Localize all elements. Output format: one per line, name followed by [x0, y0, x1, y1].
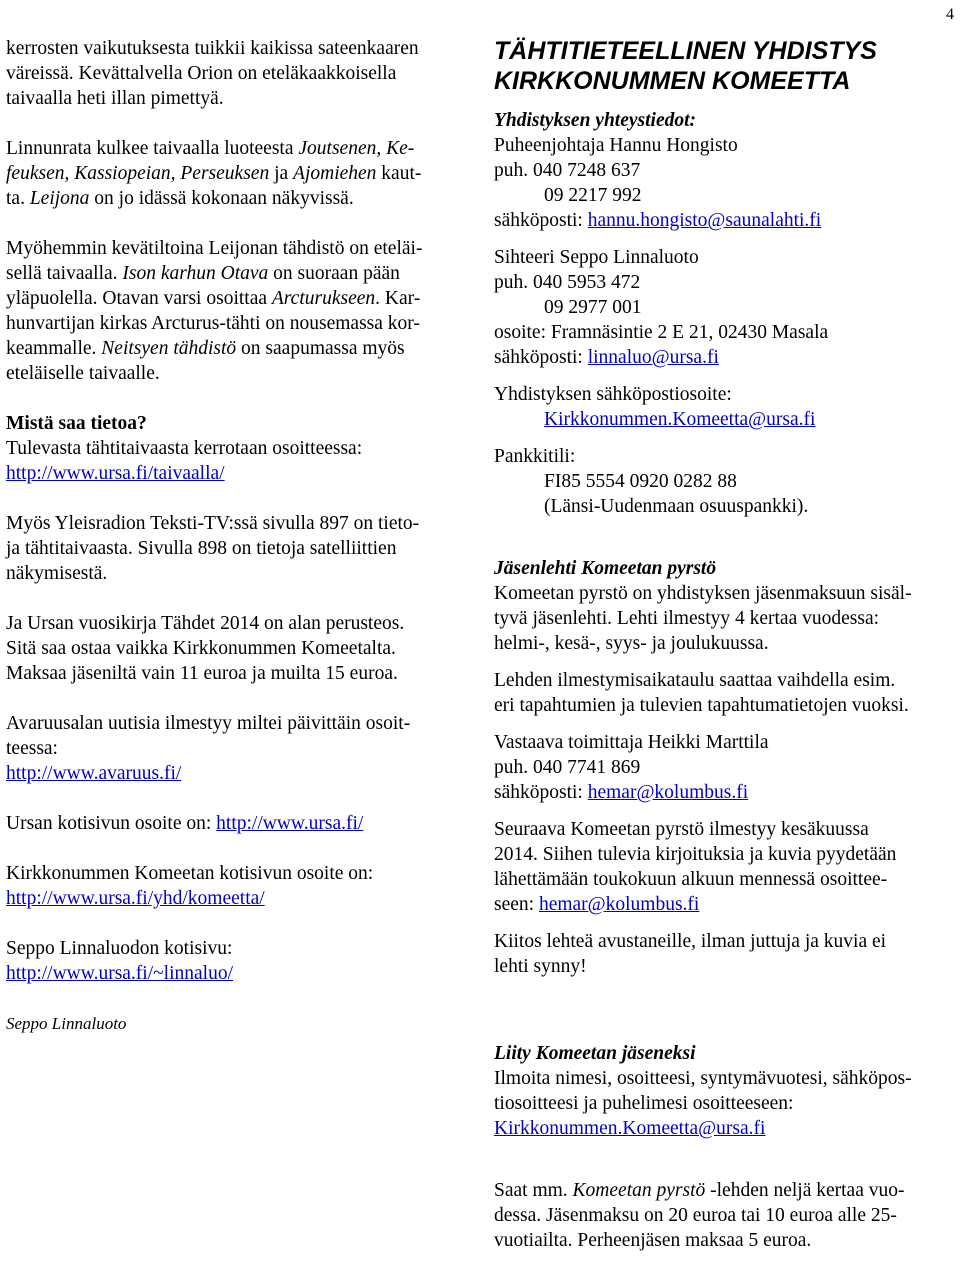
paragraph-orion: [6, 36, 476, 111]
text-line: Kirkkonummen Komeetan kotisivun osoite on:: [6, 863, 374, 884]
association-title-line1: TÄHTITIETEELLINEN YHDISTYS: [494, 37, 877, 65]
paragraph-yearbook: [6, 611, 476, 686]
text-line: tiosoitteesi ja puhelimesi osoitteeseen:: [494, 1093, 794, 1114]
link-avaruus[interactable]: http://www.avaruus.fi/: [6, 763, 182, 784]
link-ursa-home[interactable]: http://www.ursa.fi/: [216, 813, 364, 834]
chair-email-line: sähköposti: hannu.hongisto@saunalahti.fi: [494, 210, 822, 231]
text-line: [6, 461, 476, 486]
text-line: Myöhemmin kevätiltoina Leijonan tähdistö on eteläi-: [6, 238, 423, 259]
text-line: eri tapahtumien ja tulevien tapahtumatietojen vuoksi.: [494, 695, 909, 716]
bank-label: Pankkitili:: [494, 446, 576, 467]
text-line: Ilmoita nimesi, osoitteesi, syntymävuotesi, sähköpos-: [494, 1068, 912, 1089]
link-komeetta-home[interactable]: http://www.ursa.fi/yhd/komeetta/: [6, 888, 265, 909]
section-where-info: [6, 411, 476, 486]
text-line: Maksaa jäseniltä vain 11 euroa ja muilta 15 euroa.: [6, 663, 398, 684]
text-line: [6, 961, 476, 986]
paragraph-ursa-home: Ursan kotisivun osoite on: http://www.ursa.fi/: [6, 813, 364, 834]
chair-phone: puh. 040 7248 637: [494, 160, 641, 181]
submission-email-link[interactable]: hemar@kolumbus.fi: [538, 894, 700, 915]
join-heading: Liity Komeetan jäseneksi: [494, 1043, 696, 1064]
text-line: ta. Leijona on jo idässä kokonaan näkyvissä.: [6, 188, 354, 209]
text-line: lehti synny!: [494, 956, 587, 977]
text-line: Ja Ursan vuosikirja Tähdet 2014 on alan perusteos.: [6, 613, 405, 634]
text-line: Tulevasta tähtitaivaasta kerrotaan osoitteessa:: [6, 438, 363, 459]
editor-email-link[interactable]: hemar@kolumbus.fi: [587, 782, 749, 803]
text-line: [6, 761, 476, 786]
text-line: vuotiailta. Perheenjäsen maksaa 5 euroa.: [494, 1230, 812, 1251]
text-line: Kiitos lehteä avustaneille, ilman juttuja ja kuvia ei: [494, 931, 887, 952]
text-line: näkymisestä.: [6, 563, 108, 584]
link-ursa-taivaalla[interactable]: http://www.ursa.fi/taivaalla/: [6, 463, 225, 484]
text-line: teessa:: [6, 738, 58, 759]
page-number: 4: [946, 6, 954, 23]
text-line: Sitä saa ostaa vaikka Kirkkonummen Komeetalta.: [6, 638, 396, 659]
secretary-address: osoite: Framnäsintie 2 E 21, 02430 Masala: [494, 322, 829, 343]
magazine-heading: Jäsenlehti Komeetan pyrstö: [494, 558, 717, 579]
association-email-label: Yhdistyksen sähköpostiosoite:: [494, 384, 732, 405]
text-line: feuksen, Kassiopeian, Perseuksen ja Ajomiehen kaut-: [6, 163, 422, 184]
section-heading: Mistä saa tietoa?: [6, 413, 147, 434]
text-line: eteläiselle taivaalle.: [6, 363, 160, 384]
right-column: [494, 36, 954, 1253]
text-line: ja tähtitaivaasta. Sivulla 898 on tietoja satelliittien: [6, 538, 397, 559]
chair-email-link[interactable]: hannu.hongisto@saunalahti.fi: [587, 210, 822, 231]
text-line: Seppo Linnaluodon kotisivu:: [6, 938, 233, 959]
chair-name: Puheenjohtaja Hannu Hongisto: [494, 135, 738, 156]
text-line: Komeetan pyrstö on yhdistyksen jäsenmaksuun sisäl-: [494, 583, 912, 604]
text-line: tyvä jäsenlehti. Lehti ilmestyy 4 kertaa vuodessa:: [494, 608, 880, 629]
text-line: keammalle. Neitsyen tähdistö on saapumassa myös: [6, 338, 405, 359]
author-signature: Seppo Linnaluoto: [6, 1014, 127, 1033]
text-line: hunvartijan kirkas Arcturus-tähti on nousemassa kor-: [6, 313, 420, 334]
text-line: Saat mm. Komeetan pyrstö -lehden neljä kertaa vuo-: [494, 1180, 905, 1201]
paragraph-seppo-home: [6, 936, 476, 986]
bank-account: FI85 5554 0920 0282 88: [544, 471, 737, 492]
secretary-phone-2: 09 2977 001: [544, 297, 642, 318]
secretary-phone: puh. 040 5953 472: [494, 272, 641, 293]
editor-email-line: sähköposti: hemar@kolumbus.fi: [494, 782, 749, 803]
text-line: dessa. Jäsenmaksu on 20 euroa tai 10 euroa alle 25-: [494, 1205, 897, 1226]
text-line: Lehden ilmestymisaikataulu saattaa vaihdella esim.: [494, 670, 896, 691]
text-line: seen: hemar@kolumbus.fi: [494, 894, 700, 915]
paragraph-spring-evenings: [6, 236, 476, 386]
text-line: lähettämään toukokuun alkuun mennessä osoittee-: [494, 869, 888, 890]
secretary-name: Sihteeri Seppo Linnaluoto: [494, 247, 699, 268]
paragraph-komeetta-home: [6, 861, 476, 911]
contacts-heading: Yhdistyksen yhteystiedot:: [494, 110, 697, 131]
bank-name: (Länsi-Uudenmaan osuuspankki).: [544, 496, 809, 517]
text-line: helmi-, kesä-, syys- ja joulukuussa.: [494, 633, 769, 654]
chair-phone-2: 09 2217 992: [544, 185, 642, 206]
text-line: yläpuolella. Otavan varsi osoittaa Arcturukseen. Kar-: [6, 288, 421, 309]
text-line: Myös Yleisradion Teksti-TV:ssä sivulla 897 on tieto-: [6, 513, 420, 534]
editor-name: Vastaava toimittaja Heikki Marttila: [494, 732, 769, 753]
text-line: [6, 886, 476, 911]
link-seppo-home[interactable]: http://www.ursa.fi/~linnaluo/: [6, 963, 234, 984]
association-email-line: [494, 407, 954, 432]
association-email-link[interactable]: Kirkkonummen.Komeetta@ursa.fi: [544, 409, 816, 430]
text-line: Linnunrata kulkee taivaalla luoteesta Joutsenen, Ke-: [6, 138, 415, 159]
text-line: taivaalla heti illan pimettyä.: [6, 88, 224, 109]
association-title-line2: KIRKKONUMMEN KOMEETTA: [494, 67, 851, 95]
left-column: [6, 36, 476, 1036]
secretary-email-link[interactable]: linnaluo@ursa.fi: [587, 347, 719, 368]
paragraph-milky-way: [6, 136, 476, 211]
text-line: sellä taivaalla. Ison karhun Otava on suoraan pään: [6, 263, 400, 284]
join-email-line: [494, 1116, 954, 1141]
text-line: Avaruusalan uutisia ilmestyy miltei päivittäin osoit-: [6, 713, 411, 734]
text-line: väreissä. Kevättalvella Orion on eteläkaakkoisella: [6, 63, 397, 84]
paragraph-teletext: [6, 511, 476, 586]
text-line: 2014. Siihen tulevia kirjoituksia ja kuvia pyydetään: [494, 844, 897, 865]
editor-phone: puh. 040 7741 869: [494, 757, 641, 778]
text-line: kerrosten vaikutuksesta tuikkii kaikissa sateenkaaren: [6, 38, 419, 59]
text-line: Seuraava Komeetan pyrstö ilmestyy kesäkuussa: [494, 819, 869, 840]
join-email-link[interactable]: Kirkkonummen.Komeetta@ursa.fi: [494, 1118, 766, 1139]
secretary-email-line: sähköposti: linnaluo@ursa.fi: [494, 347, 719, 368]
paragraph-space-news: [6, 711, 476, 786]
